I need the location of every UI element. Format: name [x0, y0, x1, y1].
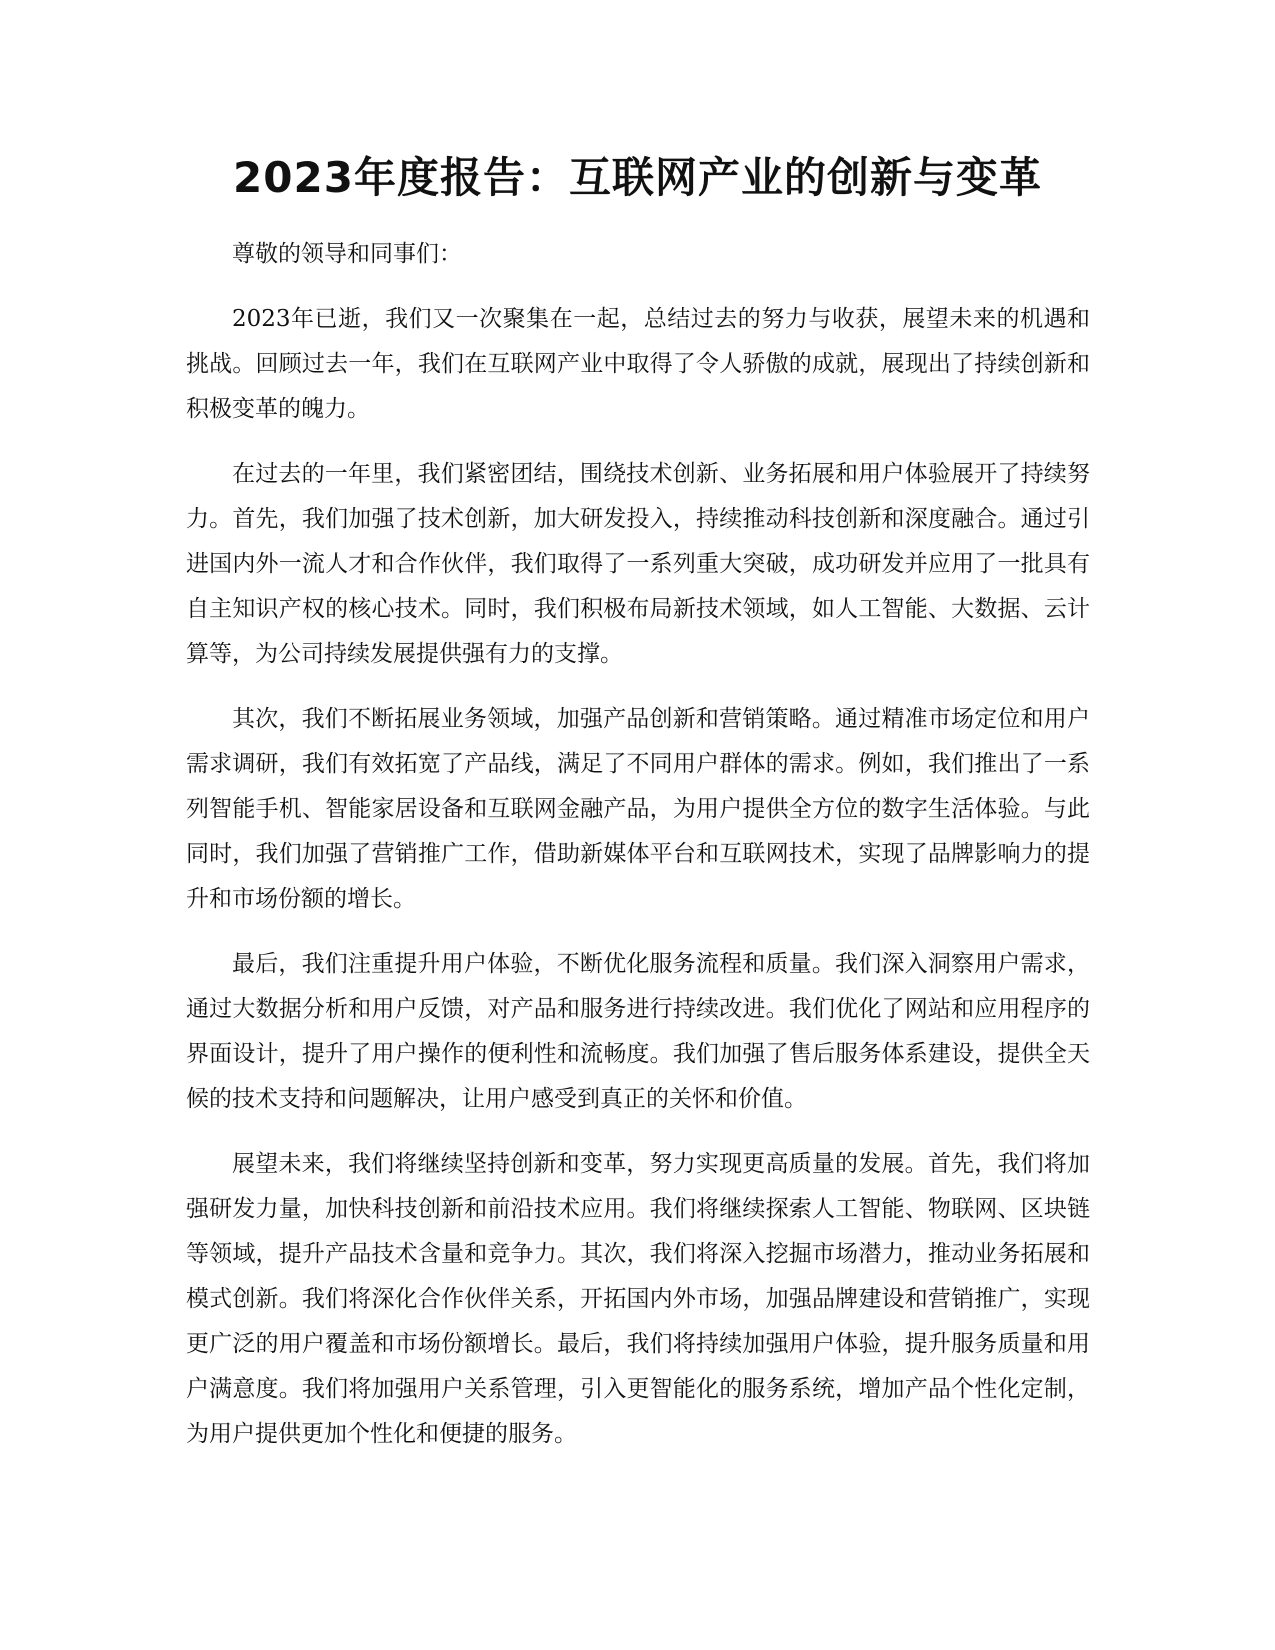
paragraph-2: 在过去的一年里，我们紧密团结，围绕技术创新、业务拓展和用户体验展开了持续努力。首先，我们加强了技术创新，加大研发投入，持续推动科技创新和深度融合。通过引进国内外一流人才和合作伙伴，我们取得了一系列重大突破，成功研发并应用了一批具有自主知识产权的核心技术。同时，我们积极布局新技术领域，如人工智能、大数据、云计算等，为公司持续发展提供强有力的支撑。	[186, 461, 1090, 667]
document-body	[186, 232, 1090, 1477]
paragraph-5: 展望未来，我们将继续坚持创新和变革，努力实现更高质量的发展。首先，我们将加强研发力量，加快科技创新和前沿技术应用。我们将继续探索人工智能、物联网、区块链等领域，提升产品技术含量和竞争力。其次，我们将深入挖掘市场潜力，推动业务拓展和模式创新。我们将深化合作伙伴关系，开拓国内外市场，加强品牌建设和营销推广，实现更广泛的用户覆盖和市场份额增长。最后，我们将持续加强用户体验，提升服务质量和用户满意度。我们将加强用户关系管理，引入更智能化的服务系统，增加产品个性化定制，为用户提供更加个性化和便捷的服务。	[186, 1151, 1090, 1447]
paragraph-3: 其次，我们不断拓展业务领域，加强产品创新和营销策略。通过精准市场定位和用户需求调研，我们有效拓宽了产品线，满足了不同用户群体的需求。例如，我们推出了一系列智能手机、智能家居设备和互联网金融产品，为用户提供全方位的数字生活体验。与此同时，我们加强了营销推广工作，借助新媒体平台和互联网技术，实现了品牌影响力的提升和市场份额的增长。	[186, 706, 1090, 912]
greeting: 尊敬的领导和同事们：	[232, 241, 462, 267]
paragraph-1: 2023年已逝，我们又一次聚集在一起，总结过去的努力与收获，展望未来的机遇和挑战。回顾过去一年，我们在互联网产业中取得了令人骄傲的成就，展现出了持续创新和积极变革的魄力。	[186, 306, 1090, 422]
paragraph-4: 最后，我们注重提升用户体验，不断优化服务流程和质量。我们深入洞察用户需求，通过大数据分析和用户反馈，对产品和服务进行持续改进。我们优化了网站和应用程序的界面设计，提升了用户操作的便利性和流畅度。我们加强了售后服务体系建设，提供全天候的技术支持和问题解决，让用户感受到真正的关怀和价值。	[186, 951, 1090, 1112]
document-title: 2023年度报告：互联网产业的创新与变革	[233, 153, 1042, 202]
